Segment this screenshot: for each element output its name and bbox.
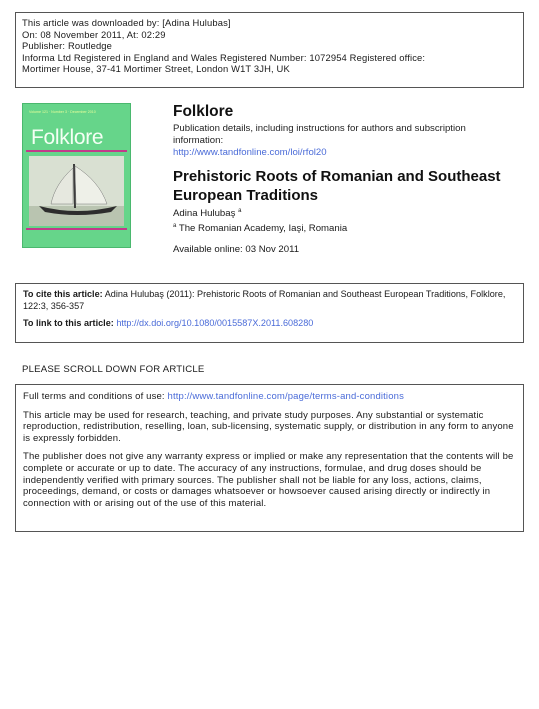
publisher-line: Publisher: Routledge xyxy=(22,40,113,51)
article-title: Prehistoric Roots of Romanian and Southeast European Traditions xyxy=(173,168,501,204)
cover-title: Folklore xyxy=(31,126,104,149)
download-info-box xyxy=(15,12,524,88)
publication-details-text: Publication details, including instructions for authors and subscription information: xyxy=(173,123,466,146)
registration-line: Informa Ltd Registered in England and Wales Registered Number: 1072954 Registered office: xyxy=(22,51,426,63)
boat-illustration-icon xyxy=(29,156,124,226)
terms-box xyxy=(15,384,524,532)
affiliation-marker: a xyxy=(173,223,177,229)
doi-link[interactable]: http://dx.doi.org/10.1080/0015587X.2011.608280 xyxy=(116,318,314,329)
cite-line xyxy=(23,289,516,312)
terms-link[interactable]: http://www.tandfonline.com/page/terms-and-conditions xyxy=(167,391,404,402)
journal-cover-image xyxy=(22,103,131,248)
available-online: Available online: 03 Nov 2011 xyxy=(173,244,300,255)
citation-box xyxy=(15,283,524,343)
download-date-line: On: 08 November 2011, At: 02:29 xyxy=(22,28,166,40)
full-terms-line xyxy=(23,391,516,403)
journal-link[interactable]: http://www.tandfonline.com/loi/rfol20 xyxy=(173,147,327,158)
author-name: Adina Hulubaş xyxy=(173,208,236,219)
cite-text: Adina Hulubaş (2011): Prehistoric Roots of Romanian and Southeast European Traditions, Folklore, 122:3, 356-357 xyxy=(23,289,506,311)
publication-details xyxy=(173,123,508,159)
download-line: This article was downloaded by: [Adina Hulubas] xyxy=(22,17,231,28)
affiliation-line xyxy=(173,223,347,234)
disclaimer-paragraph: The publisher does not give any warranty express or implied or make any representation that the contents will be complete or accurate or up to date. The accuracy of any instructions, formulae, and drug doses should be independently verified with primary sources. The publisher shall not be liable for any loss, actions, claims, proceedings, demand, or costs or damages whatsoever or howsoever caused arising directly or indirectly in connection with or arising out of the use of this material. xyxy=(23,451,514,509)
cover-stripe xyxy=(26,150,127,152)
office-address-line: Mortimer House, 37-41 Mortimer Street, London W1T 3JH, UK xyxy=(22,63,290,74)
link-label: To link to this article: xyxy=(23,318,114,329)
cite-label: To cite this article: xyxy=(23,289,103,299)
cover-stripe xyxy=(26,228,127,230)
scroll-notice: PLEASE SCROLL DOWN FOR ARTICLE xyxy=(22,364,205,375)
affiliation-text: The Romanian Academy, Iaşi, Romania xyxy=(178,223,348,234)
author-affiliation-marker: a xyxy=(238,208,242,214)
journal-name: Folklore xyxy=(173,103,234,120)
author-line xyxy=(173,208,241,219)
cover-issue-meta: Volume 121 · Number 3 · December 2010 xyxy=(29,110,96,114)
usage-paragraph: This article may be used for research, teaching, and private study purposes. Any substantial or systematic reproduction, redistribution, reselling, loan, sub-licensing, systematic supply, or distribution in any form to anyone is expressly forbidden. xyxy=(23,409,514,444)
full-terms-prefix: Full terms and conditions of use: xyxy=(23,391,165,402)
cover-boat-photo xyxy=(29,156,124,226)
link-line xyxy=(23,318,516,330)
